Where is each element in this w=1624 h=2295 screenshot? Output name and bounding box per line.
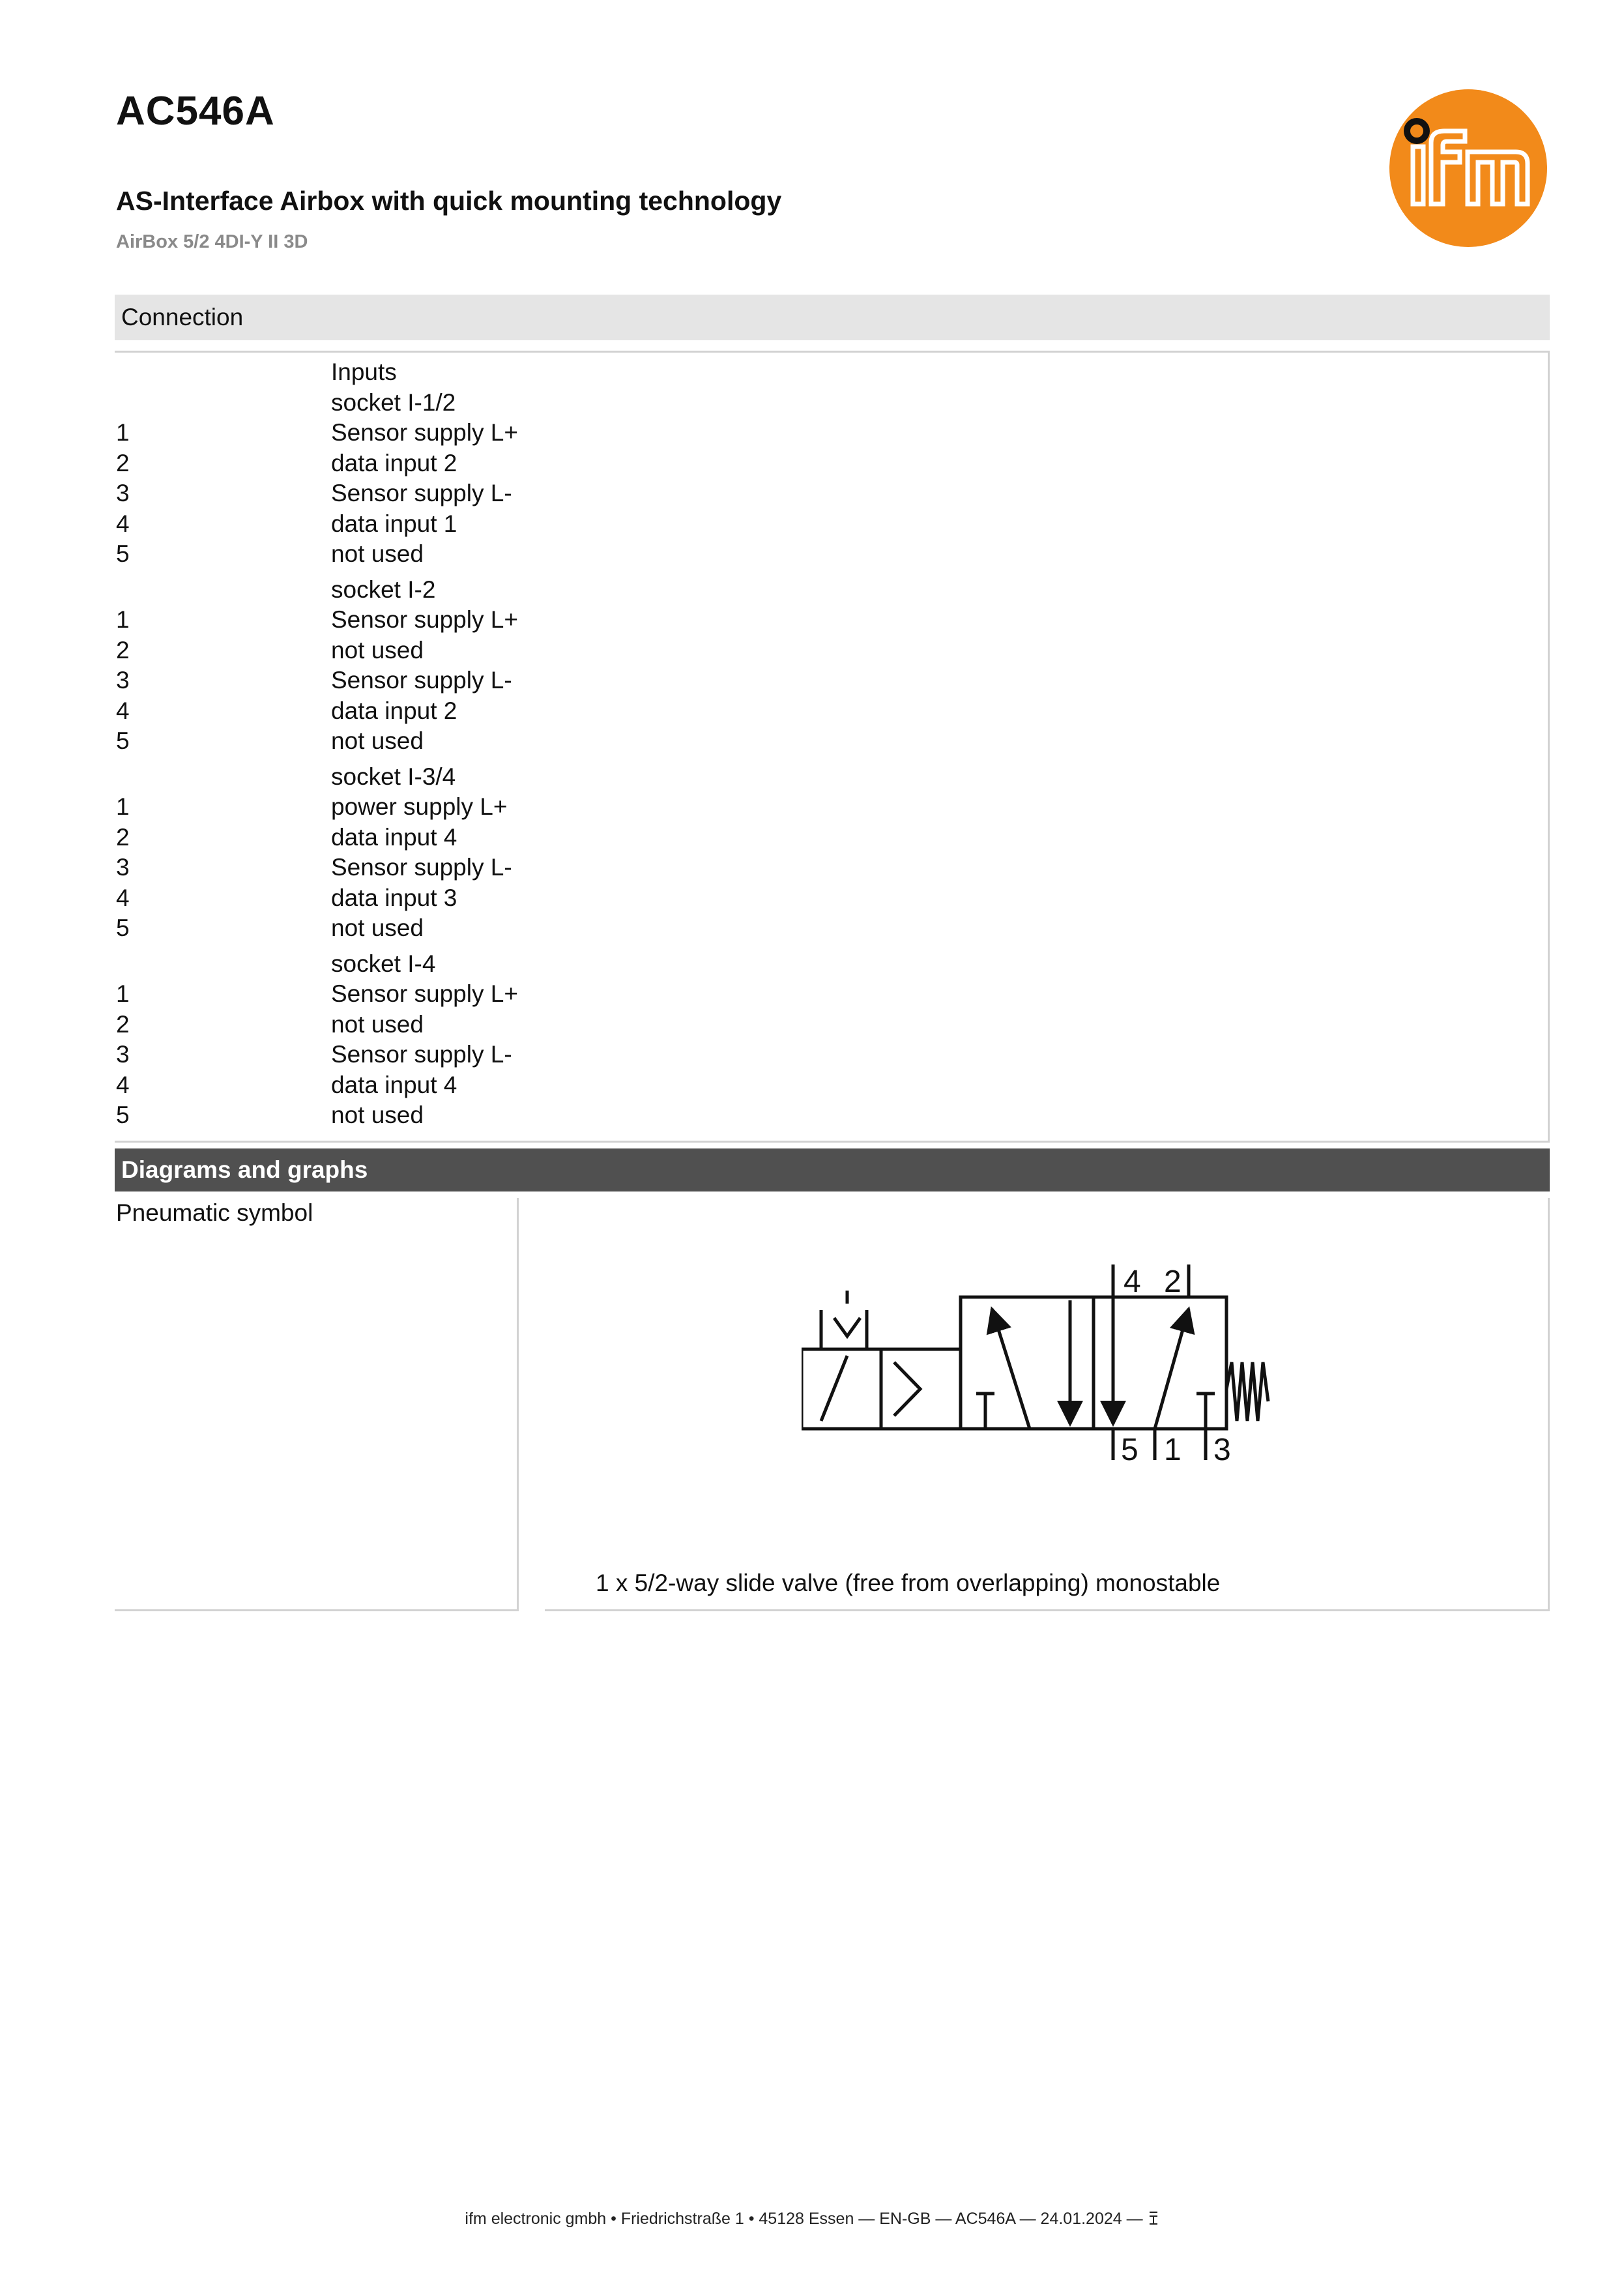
pin-description: power supply L+ xyxy=(331,793,508,820)
pin-row xyxy=(116,1070,1354,1101)
pneumatic-valve-symbol xyxy=(802,1264,1277,1486)
product-subtitle: AirBox 5/2 4DI-Y II 3D xyxy=(116,231,308,252)
port-label-2: 2 xyxy=(1164,1264,1182,1299)
pin-number: 3 xyxy=(116,667,130,694)
pin-number: 3 xyxy=(116,1041,130,1068)
pin-number: 2 xyxy=(116,636,130,664)
product-title: AS-Interface Airbox with quick mounting technology xyxy=(116,186,782,216)
pin-row xyxy=(116,636,1354,666)
pin-description: Sensor supply L- xyxy=(331,854,512,881)
connection-section-header: Connection xyxy=(115,295,1550,340)
pin-row xyxy=(116,979,1354,1010)
diagram-label-cell xyxy=(115,1198,519,1611)
pin-row xyxy=(116,418,1354,448)
diagrams-section-header: Diagrams and graphs xyxy=(115,1148,1550,1191)
inputs-label: Inputs xyxy=(331,358,397,385)
pin-row xyxy=(116,726,1354,757)
valve-caption: 1 x 5/2-way slide valve (free from overlapping) monostable xyxy=(596,1570,1221,1596)
product-code: AC546A xyxy=(116,89,275,134)
pin-number: 2 xyxy=(116,823,130,851)
socket-name: socket I-1/2 xyxy=(331,388,456,416)
pin-description: Sensor supply L+ xyxy=(331,606,518,633)
pin-description: not used xyxy=(331,727,424,754)
pin-row xyxy=(116,1040,1354,1070)
pin-row xyxy=(116,539,1354,570)
pin-description: not used xyxy=(331,636,424,664)
pin-description: data input 3 xyxy=(331,884,457,911)
pin-number: 5 xyxy=(116,914,130,941)
pin-number: 1 xyxy=(116,980,130,1007)
pin-description: data input 2 xyxy=(331,449,457,476)
pin-number: 2 xyxy=(116,1010,130,1038)
inputs-heading-row xyxy=(116,357,1354,388)
pin-row xyxy=(116,823,1354,853)
pin-number: 4 xyxy=(116,1071,130,1098)
pin-row xyxy=(116,605,1354,636)
footer-text: ifm electronic gmbh • Friedrichstraße 1 • 45128 Essen — EN-GB — AC546A — 24.01.2024 — xyxy=(465,2210,1143,2228)
pin-description: Sensor supply L+ xyxy=(331,980,518,1007)
pin-row xyxy=(116,1010,1354,1040)
pin-number: 5 xyxy=(116,727,130,754)
socket-name: socket I-2 xyxy=(331,576,436,603)
pin-description: data input 4 xyxy=(331,1071,457,1098)
connection-table xyxy=(116,357,1354,1131)
pin-row xyxy=(116,696,1354,727)
socket-heading-row xyxy=(116,949,1354,980)
pin-row xyxy=(116,478,1354,509)
pin-number: 1 xyxy=(116,793,130,820)
pin-number: 1 xyxy=(116,606,130,633)
ifm-footer-icon xyxy=(1148,2210,1159,2227)
port-label-1: 1 xyxy=(1164,1433,1182,1467)
ifm-logo xyxy=(1388,88,1548,248)
socket-name: socket I-4 xyxy=(331,950,436,977)
pneumatic-symbol-label: Pneumatic symbol xyxy=(116,1199,313,1226)
pin-row xyxy=(116,665,1354,696)
pin-description: not used xyxy=(331,1102,424,1128)
pin-description: data input 1 xyxy=(331,510,457,537)
pin-description: Sensor supply L- xyxy=(331,1041,512,1068)
pin-description: data input 2 xyxy=(331,697,457,724)
page-footer xyxy=(0,2210,1624,2229)
pin-description: Sensor supply L+ xyxy=(331,419,518,446)
socket-heading-row xyxy=(116,575,1354,606)
pin-row xyxy=(116,853,1354,883)
pin-number: 4 xyxy=(116,510,130,537)
port-label-4: 4 xyxy=(1124,1264,1141,1299)
pin-description: not used xyxy=(331,914,424,941)
pin-description: Sensor supply L- xyxy=(331,667,512,694)
pin-row xyxy=(116,913,1354,944)
pin-row xyxy=(116,509,1354,540)
pin-number: 4 xyxy=(116,697,130,724)
pin-row xyxy=(116,448,1354,479)
pin-description: not used xyxy=(331,1010,424,1038)
pin-description: data input 4 xyxy=(331,823,457,851)
socket-heading-row xyxy=(116,762,1354,793)
pin-row xyxy=(116,792,1354,823)
pin-number: 2 xyxy=(116,449,130,476)
pin-number: 5 xyxy=(116,540,130,567)
port-label-3: 3 xyxy=(1213,1433,1231,1467)
pin-number: 3 xyxy=(116,854,130,881)
pin-number: 1 xyxy=(116,419,130,446)
pin-row xyxy=(116,883,1354,914)
port-label-5: 5 xyxy=(1121,1433,1138,1467)
socket-heading-row xyxy=(116,388,1354,418)
pin-description: Sensor supply L- xyxy=(331,480,512,506)
pin-number: 4 xyxy=(116,884,130,911)
pin-row xyxy=(116,1100,1354,1131)
socket-name: socket I-3/4 xyxy=(331,763,456,790)
pin-description: not used xyxy=(331,540,424,567)
pin-number: 3 xyxy=(116,480,130,506)
pin-number: 5 xyxy=(116,1102,130,1128)
